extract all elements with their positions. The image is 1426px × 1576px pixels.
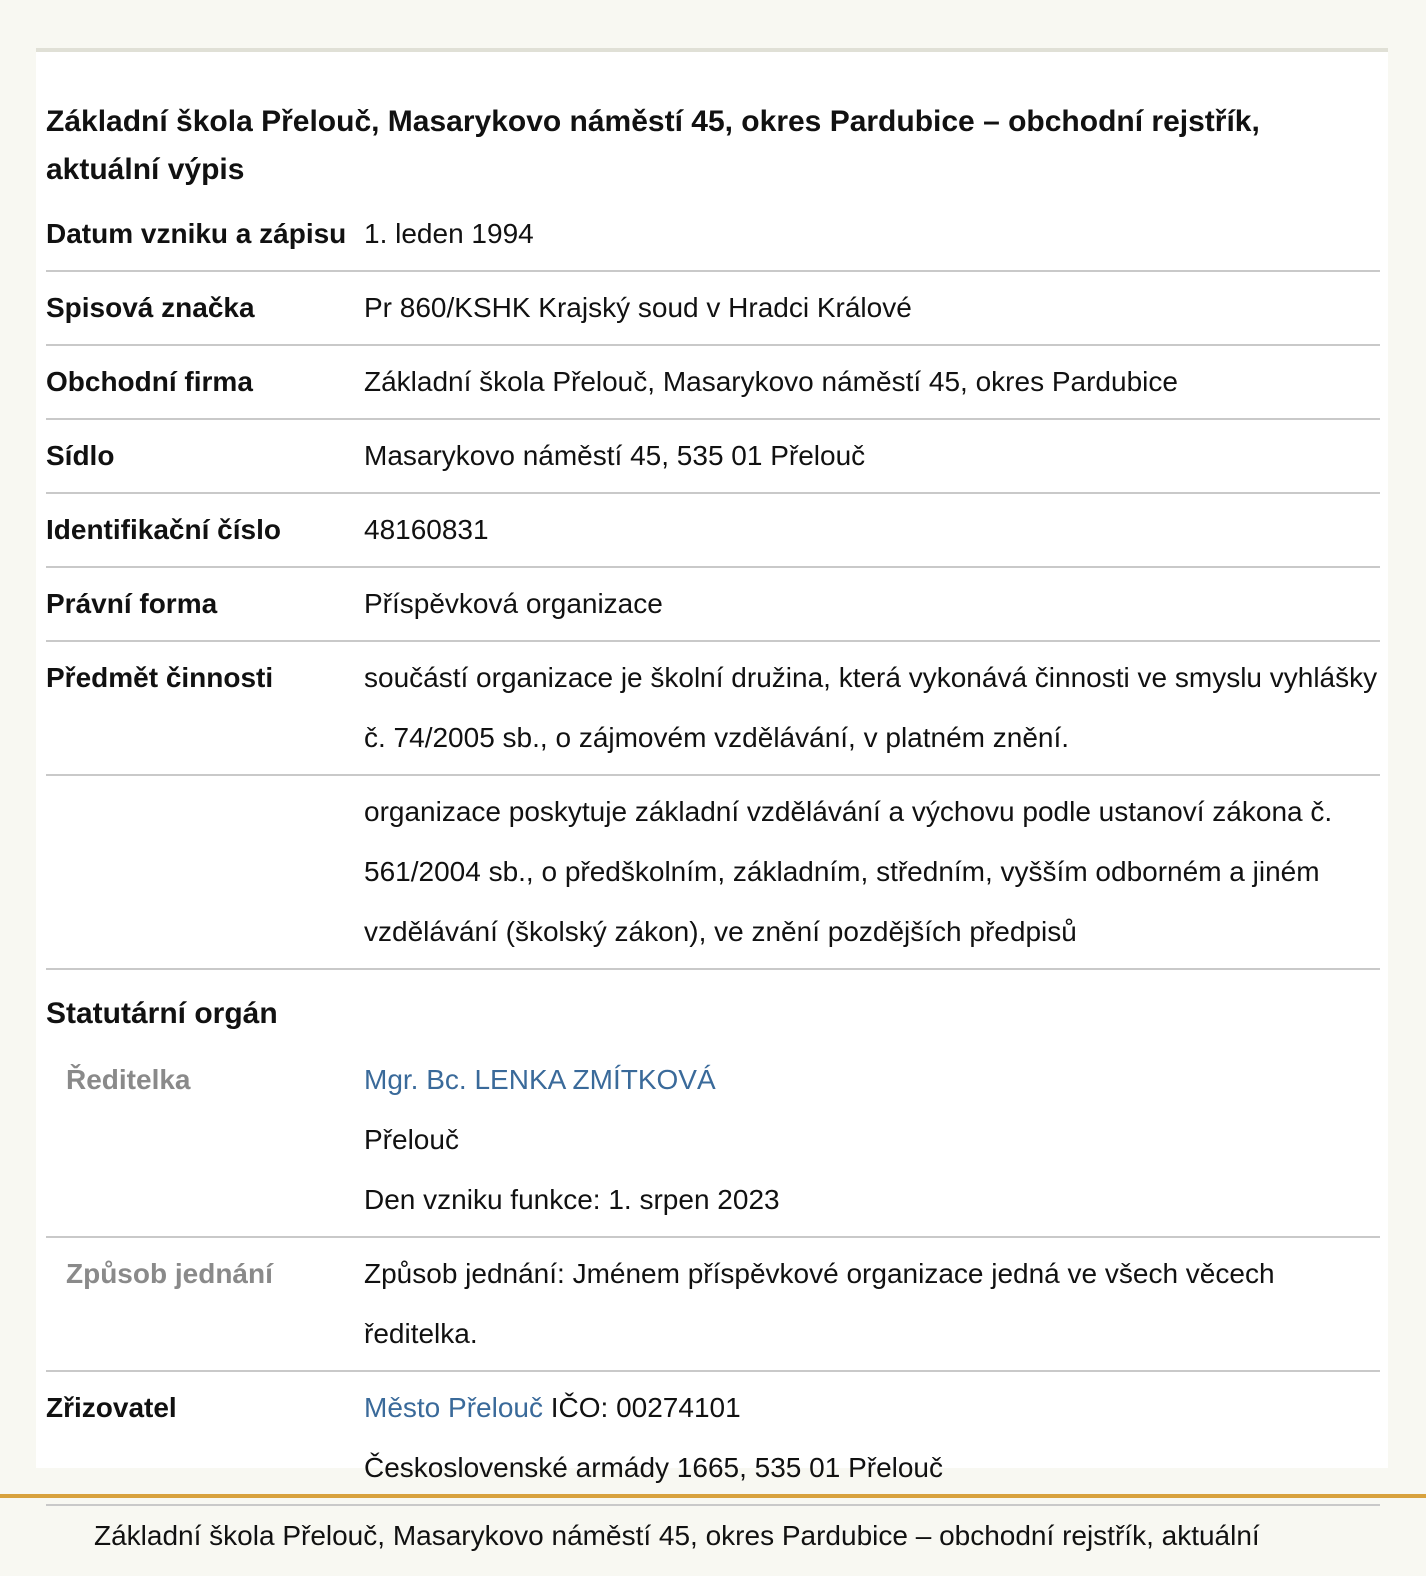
row-label: Identifikační číslo xyxy=(46,514,281,545)
row-zpusob-jednani xyxy=(46,1238,1380,1372)
row-reditelka xyxy=(46,1044,1380,1238)
row-value: Způsob jednání: Jménem příspěvkové organizace jedná ve všech věcech ředitelka. xyxy=(364,1258,1275,1349)
row-value: Pr 860/KSHK Krajský soud v Hradci Králové xyxy=(364,292,912,323)
row-value: Masarykovo náměstí 45, 535 01 Přelouč xyxy=(364,440,866,471)
row-value: součástí organizace je školní družina, která vykonává činnosti ve smyslu vyhlášky č. 74/2005 sb., o zájmovém vzdělávání, v platném znění. xyxy=(364,662,1378,753)
row-value: Příspěvková organizace xyxy=(364,588,663,619)
zrizovatel-address: Československé armády 1665, 535 01 Přelouč xyxy=(364,1452,944,1483)
section-heading-statutarni-organ: Statutární orgán xyxy=(46,997,278,1030)
page-title: Základní škola Přelouč, Masarykovo náměstí 45, okres Pardubice – obchodní rejstřík, aktuální výpis xyxy=(46,105,1260,186)
row-datum-vzniku xyxy=(46,194,1380,272)
footer-title: Základní škola Přelouč, Masarykovo náměstí 45, okres Pardubice – obchodní rejstřík, aktuální xyxy=(94,1520,1260,1551)
row-label: Datum vzniku a zápisu xyxy=(46,218,347,249)
row-label-empty xyxy=(46,769,364,975)
registry-content xyxy=(46,52,1380,1506)
footer-divider xyxy=(0,1494,1426,1498)
row-label: Předmět činnosti xyxy=(46,662,274,693)
row-value: organizace poskytuje základní vzdělávání a výchovu podle ustanoví zákona č. 561/2004 sb., o předškolním, základním, středním, vyšším odborném a jiném vzdělávání (školský zákon), ve znění pozdějších předpisů xyxy=(364,796,1333,947)
row-value xyxy=(364,1365,1380,1511)
row-value: Základní škola Přelouč, Masarykovo náměstí 45, okres Pardubice xyxy=(364,366,1178,397)
person-city: Přelouč xyxy=(364,1124,459,1155)
row-identifikacni-cislo xyxy=(46,494,1380,568)
row-label: Sídlo xyxy=(46,440,115,471)
row-label: Ředitelka xyxy=(66,1064,191,1095)
row-spisova-znacka xyxy=(46,272,1380,346)
registry-card xyxy=(36,48,1388,1483)
row-label: Způsob jednání xyxy=(66,1258,273,1289)
zrizovatel-ico: IČO: 00274101 xyxy=(542,1392,741,1423)
zrizovatel-link[interactable]: Město Přelouč xyxy=(364,1392,543,1423)
row-pravni-forma xyxy=(46,568,1380,642)
row-predmet-cinnosti-2 xyxy=(46,776,1380,970)
row-value xyxy=(364,1037,1380,1243)
row-label: Spisová značka xyxy=(46,292,255,323)
function-since: Den vzniku funkce: 1. srpen 2023 xyxy=(364,1184,780,1215)
row-value: 1. leden 1994 xyxy=(364,218,534,249)
row-sidlo xyxy=(46,420,1380,494)
row-label: Zřizovatel xyxy=(46,1392,177,1423)
row-value: 48160831 xyxy=(364,514,489,545)
row-zrizovatel xyxy=(46,1372,1380,1506)
row-predmet-cinnosti xyxy=(46,642,1380,776)
row-label: Obchodní firma xyxy=(46,366,253,397)
row-label: Právní forma xyxy=(46,588,218,619)
row-obchodni-firma xyxy=(46,346,1380,420)
person-link[interactable]: Mgr. Bc. LENKA ZMÍTKOVÁ xyxy=(364,1064,716,1095)
